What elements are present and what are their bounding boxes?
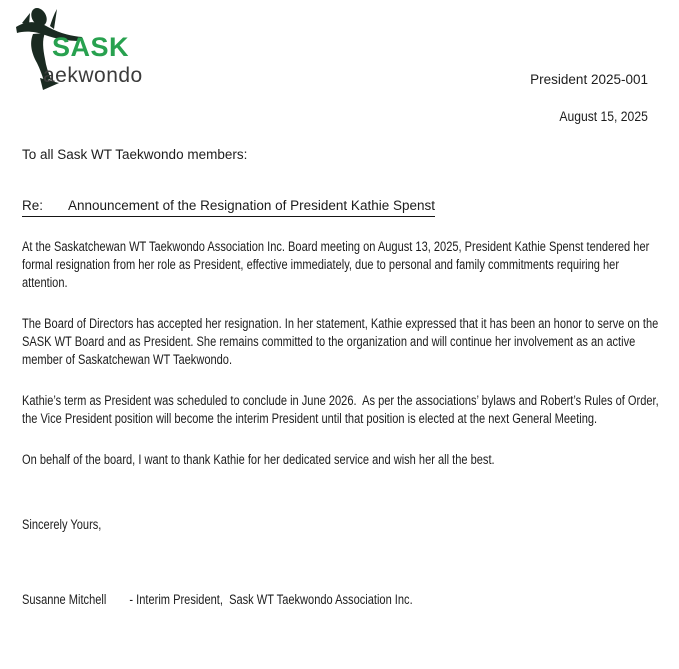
signature-title: - Interim President, Sask WT Taekwondo Association Inc. [129, 592, 413, 607]
signature-line [22, 591, 664, 609]
paragraph-board-acceptance: The Board of Directors has accepted her resignation. In her statement, Kathie expressed that it has been an honor to serve on the SASK WT Board and as President. She remains committed to the organization and will continue her involvement as an active member of Saskatchewan WT Taekwondo. [22, 316, 662, 367]
paragraph-thanks: On behalf of the board, I want to thank Kathie for her dedicated service and wish her all the best. [22, 452, 495, 467]
salutation: To all Sask WT Taekwondo members: [22, 147, 248, 162]
logo-sask-wordmark: SASK [52, 32, 130, 62]
paragraph-term-succession: Kathie’s term as President was scheduled to conclude in June 2026. As per the associations’ bylaws and Robert’s Rules of Order, the Vice President position will become the interim President until that position is elected at the next General Meeting. [22, 393, 662, 426]
subject-line-wrap [22, 197, 664, 217]
paragraph-resignation-announcement: At the Saskatchewan WT Taekwondo Association Inc. Board meeting on August 13, 2025, President Kathie Spenst tendered her formal resignation from her role as President, effective immediately, due to personal and family commitments requiring her attention. [22, 239, 653, 290]
letter-date: August 15, 2025 [559, 109, 648, 124]
sask-taekwondo-logo [14, 6, 164, 96]
reference-number: President 2025-001 [530, 72, 648, 87]
subject-text: Announcement of the Resignation of President Kathie Spenst [68, 198, 435, 213]
signature-name: Susanne Mitchell [22, 592, 107, 607]
logo-aekwondo-wordmark: aekwondo [43, 64, 143, 87]
closing: Sincerely Yours, [22, 517, 102, 532]
header-right-block [530, 71, 648, 125]
subject-label: Re: [22, 198, 44, 213]
subject-line [22, 197, 435, 217]
letter-body [22, 146, 664, 609]
